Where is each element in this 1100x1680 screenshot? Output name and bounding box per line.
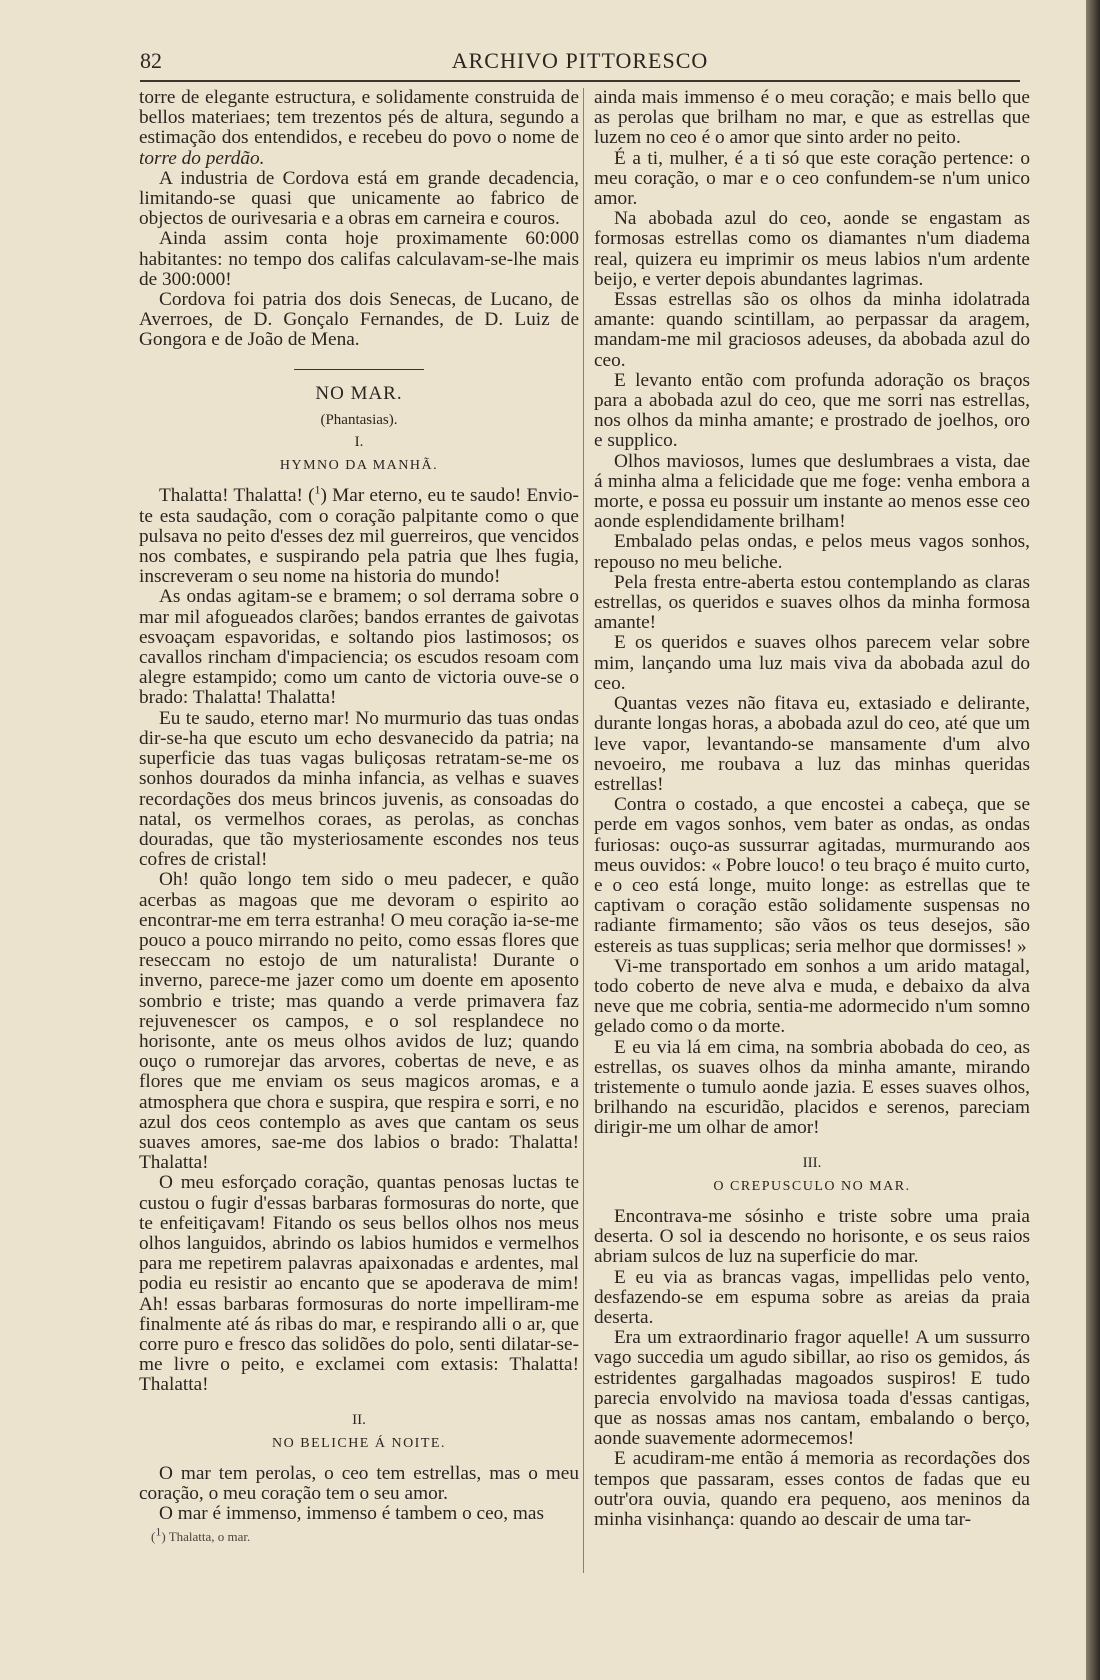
footnote: ($^1$) Thalatta, o mar.: [151, 1524, 251, 1544]
footnote-reference: 1: [314, 483, 321, 498]
paragraph: Na abobada azul do ceo, aonde se engastam as formosas estrellas como os diamantes n'um diadema real, quizera eu imprimir os meus labios n'um ardente beijo, e verter depois abundantes lagrimas.: [594, 208, 1030, 290]
italic-phrase: torre do perdão.: [139, 147, 265, 169]
paragraph: Contra o costado, a que encostei a cabeça, que se perde em vagos sonhos, vem bater as ondas, as ondas furiosas: ouço-as sussurrar agitadas, murmurando aos meus ouvidos: « Pobre louco! o teu braço é muito curto, e o ceo está longe, muito longe: as estrellas que te captivam o coração estão solidamente suspensas no radiante firmamento; são vãos os teus desejos, são estereis as tuas supplicas; seria melhor que dormisses! »: [594, 794, 1030, 957]
paragraph: E eu via lá em cima, na sombria abobada do ceo, as estrellas, os suaves olhos da minha amante, mirando tristemente o tumulo aonde jazia. E esses suaves olhos, brilhando na escuridão, placidos e serenos, pareciam dirigir-me um olhar de amor!: [594, 1036, 1030, 1139]
paragraph: Vi-me transportado em sonhos a um arido matagal, todo coberto de neve alva e muda, e debaixo da alva neve que me cobria, sentia-me adormecido n'um somno gelado como o da morte.: [594, 955, 1030, 1038]
paragraph: Era um extraordinario fragor aquelle! A um sussurro vago succedia um agudo sibillar, ao riso os gemidos, ás estridentes gargalhadas magoados suspiros! E tudo parecia envolvido na maviosa toada d'essas cantigas, que as nossas amas nos cantam, embalando o berço, aonde suavemente adormecemos!: [594, 1327, 1030, 1450]
paragraph: ainda mais immenso é o meu coração; e mais bello que as perolas que brilham no mar, e que as estrellas que luzem no ceo é o amor que sinto arder no peito.: [594, 88, 1030, 149]
paragraph: [139, 88, 579, 169]
paragraph: Quantas vezes não fitava eu, extasiado e delirante, durante longas horas, a abobada azul do ceo, até que um leve vapor, levantando-se mansamente d'um alvo nevoeiro, me roubava a luz das minhas queridas estrellas!: [594, 693, 1030, 795]
paragraph: Cordova foi patria dos dois Senecas, de Lucano, de Averroes, de D. Gonçalo Fernandes, de D. Luiz de Gongora e de João de Mena.: [139, 289, 579, 351]
paragraph: Embalado pelas ondas, e pelos meus vagos sonhos, repouso no meu beliche.: [594, 531, 1030, 573]
section-numeral: III.: [802, 1154, 822, 1171]
paragraph: [139, 483, 579, 588]
paragraph: Pela fresta entre-aberta estou contemplando as claras estrellas, os queridos e suaves olhos da minha formosa amante!: [594, 571, 1030, 634]
left-column: [139, 88, 579, 1578]
section-heading: HYMNO DA MANHÃ.: [279, 458, 439, 474]
paragraph: Olhos maviosos, lumes que deslumbraes a vista, dae á minha alma a felicidade que me foge: venha embora a morte, e possa eu possuir um instante ao menos esse ceo aonde esplendidamente brilham!: [594, 450, 1030, 533]
paragraph: As ondas agitam-se e bramem; o sol derrama sobre o mar mil afogueados clarões; bandos errantes de gaivotas esvoaçam espavoridas, e soltando pios lastimosos; os cavallos rincham d'impaciencia; os escudos resoam com alegre estampido; como um canto de victoria ouve-se o brado: Thalatta! Thalatta!: [139, 586, 579, 709]
paragraph: A industria de Cordova está em grande decadencia, limitando-se quasi que unicamente ao fabrico de objectos de ourivesaria e a obras em carneira e couros.: [139, 167, 579, 230]
section-heading: O CREPUSCULO NO MAR.: [713, 1178, 911, 1194]
article-title: NO MAR.: [315, 382, 403, 404]
paragraph: É a ti, mulher, é a ti só que este coração pertence: o meu coração, o mar e o ceo confundem-se n'um unico amor.: [594, 147, 1030, 210]
paragraph: Eu te saudo, eterno mar! No murmurio das tuas ondas dir-se-ha que escuto um echo desvanecido da patria; na superficie das tuas vagas buliçosas retratam-se-me os sonhos dourados da minha infancia, as velhas e suaves recordações dos meus brincos juvenis, as consoadas do natal, os vermelhos coraes, as perolas, as conchas douradas, que tão mysteriosamente escondes nos teus cofres de cristal!: [139, 707, 579, 871]
page-number: 82: [140, 48, 162, 73]
paragraph: E os queridos e suaves olhos parecem velar sobre mim, lançando uma luz mais viva da abobada azul do ceo.: [594, 632, 1030, 694]
footnote-marker: 1: [155, 1524, 162, 1539]
paragraph: O mar é immenso, immenso é tambem o ceo, mas: [159, 1503, 544, 1525]
section-numeral: II.: [352, 1411, 366, 1428]
section-divider: [294, 369, 424, 370]
paragraph: Ainda assim conta hoje proximamente 60:000 habitantes: no tempo dos califas calculavam-se-lhe mais de 300:000!: [139, 228, 579, 290]
paragraph-text: torre de elegante estructura, e solidamente construida de bellos materiaes; tem trezentos pés de altura, segundo a estimação dos entendidos, e recebeu do povo o nome de: [139, 88, 579, 149]
footnote-text: ) Thalatta, o mar.: [161, 1528, 251, 1544]
paragraph: Encontrava-me sósinho e triste sobre uma praia deserta. O sol ia descendo no horisonte, e os seus raios abriam sulcos de luz na superficie do mar.: [594, 1205, 1030, 1268]
paragraph: Oh! quão longo tem sido o meu padecer, e quão acerbas as magoas que me devoram o espirito ao encontrar-me em terra estranha! O meu coração ia-se-me pouco a pouco mirrando no peito, como essas flores que reseccam no estojo de um naturalista! Durante o inverno, parece-me jazer como um doente em aposento sombrio e triste; mas quando a verde primavera faz rejuvenescer os campos, e o sol resplandece no horisonte, ante os meus olhos avidos de luz; quando ouço o rumorejar das arvores, cobertas de neve, e as flores que me enviam os seus magicos aromas, e a atmosphera que chora e suspira, que respira e sorri, e no azul dos ceos contemplo as aves que cantam os seus suaves amores, sae-me dos labios o brado: Thalatta! Thalatta!: [139, 869, 579, 1174]
paragraph: Essas estrellas são os olhos da minha idolatrada amante: quando scintillam, ao perpassar da aragem, mandam-me mil graciosos adeuses, da abobada azul do ceo.: [594, 289, 1030, 371]
right-column: [594, 88, 1030, 1578]
page-header: [140, 48, 1020, 82]
paragraph: O mar tem perolas, o ceo tem estrellas, mas o meu coração, o meu coração tem o seu amor.: [139, 1463, 579, 1505]
paragraph-text: ) Mar eterno, eu te saudo! Envio-te esta saudação, com o coração palpitante como o que pulsava no peito d'esses dez mil guerreiros, que vencidos nos combates, e suspirando pela patria que lhes fugia, inscreveram o seu nome na historia do mundo!: [139, 485, 579, 588]
paragraph: E acudiram-me então á memoria as recordações dos tempos que passaram, esses contos de fadas que eu outr'ora ouvia, quando era pequeno, aos meninos da minha visinhança: quando ao descair de uma tar-: [594, 1448, 1030, 1531]
paragraph: E levanto então com profunda adoração os braços para a abobada azul do ceo, que me sorri nas estrellas, nos olhos da minha amante; e prostrado de joelhos, oro e supplico.: [594, 369, 1030, 452]
paragraph: O meu esforçado coração, quantas penosas luctas te custou o fugir d'essas barbaras formosuras do norte, que te enfeitiçavam! Fitando os seus bellos olhos nos meus olhos languidos, abrindo os labios humidos e vermelhos para me repetirem palavras apaixonadas e ardentes, mal podia eu resistir ao encanto que se apoderava de mim! Ah! essas barbaras formosuras do norte impelliram-me finalmente até ás ribas do mar, e respirando alli o ar, que corre puro e fresco das solidões do polo, senti dilatar-se-me livre o peito, e exclamei com extasis: Thalatta! Thalatta!: [139, 1172, 579, 1396]
section-numeral: I.: [354, 434, 364, 451]
section-heading: NO BELICHE Á NOITE.: [272, 1435, 446, 1451]
paragraph-text: Thalatta! Thalatta! (: [159, 485, 315, 507]
paragraph: E eu via as brancas vagas, impellidas pelo vento, desfazendo-se em espuma sobre as areias da praia deserta.: [594, 1266, 1030, 1328]
article-subtitle: (Phantasias).: [320, 411, 398, 428]
column-divider: [583, 88, 584, 1573]
binding-edge: [1086, 0, 1100, 1680]
header-rule: [140, 80, 1020, 82]
running-title: ARCHIVO PITTORESCO: [451, 48, 709, 73]
